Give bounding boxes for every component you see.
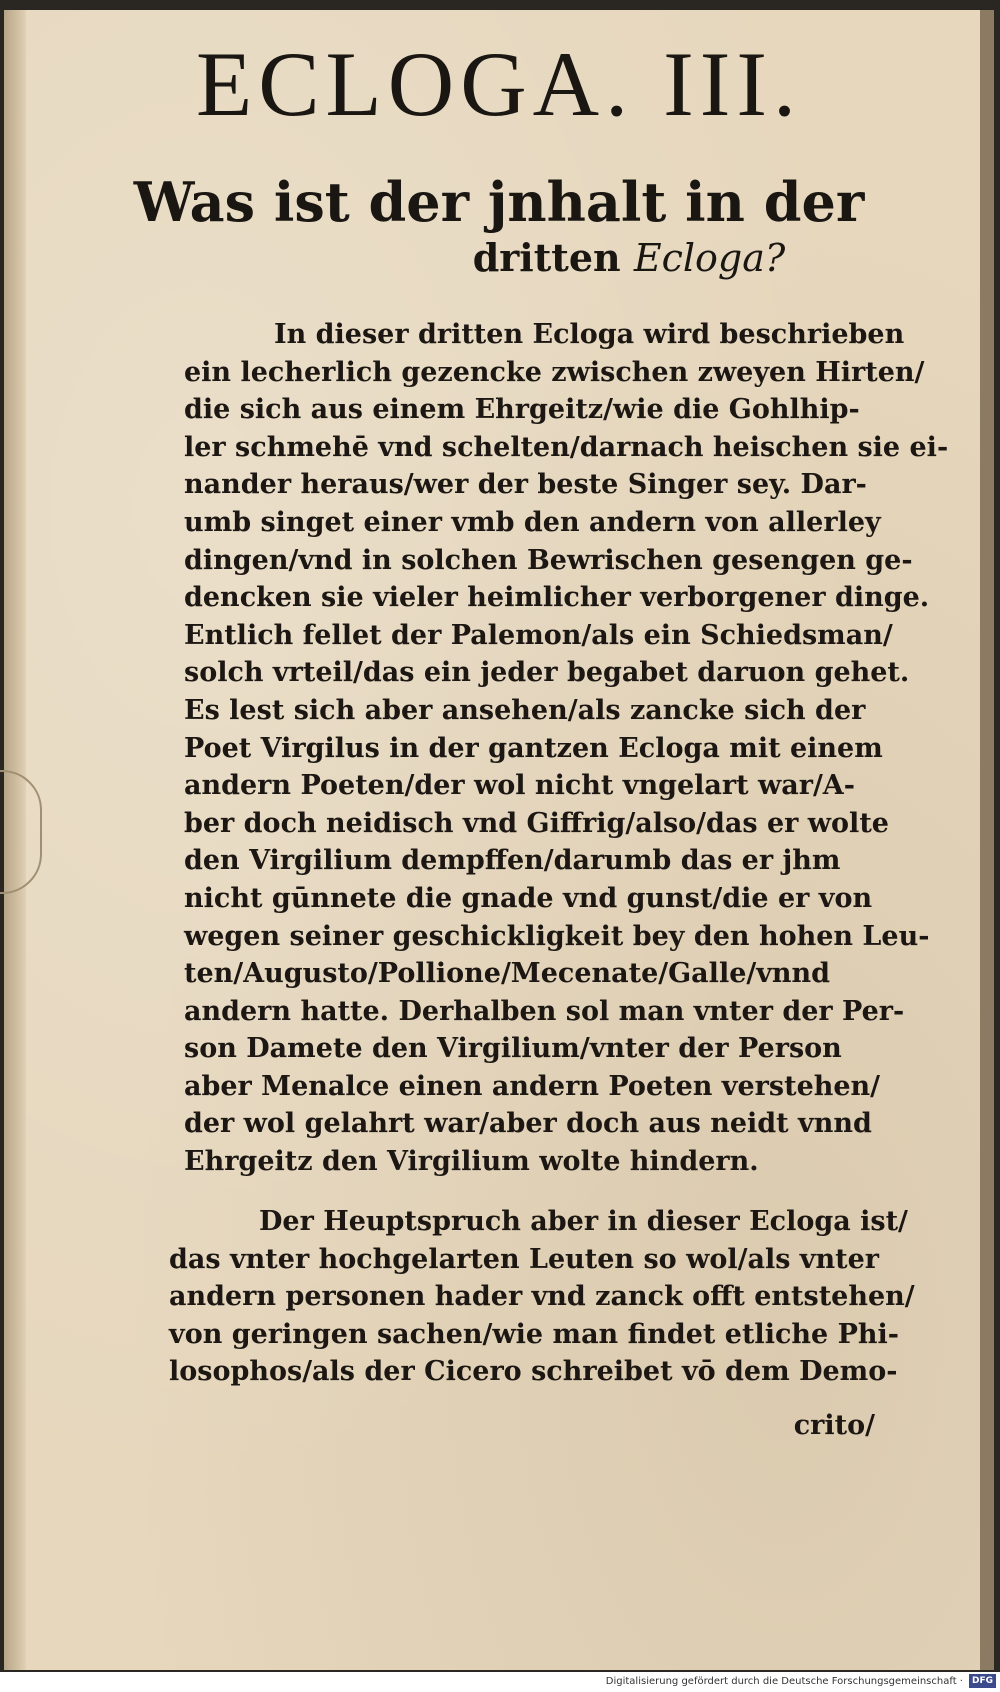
- text-line: dingen/vnd in solchen Bewrischen gesengen ge-: [184, 544, 913, 576]
- text-line: andern personen hader vnd zanck offt entstehen/: [169, 1281, 915, 1313]
- heading-line-2: [264, 235, 994, 282]
- text-line: umb singet einer vmb den andern von allerley: [184, 506, 881, 538]
- text-line: das vnter hochgelarten Leuten so wol/als vnter: [169, 1243, 879, 1275]
- text-line: solch vrteil/das ein jeder begabet daruon gehet.: [184, 657, 910, 689]
- text-line: nander heraus/wer der beste Singer sey. Dar-: [184, 469, 867, 501]
- text-line: losophos/als der Cicero schreibet vō dem Demo-: [169, 1356, 898, 1388]
- text-line: andern hatte. Derhalben sol man vnter der Per-: [184, 995, 905, 1027]
- text-line: Es lest sich aber ansehen/als zancke sich der: [184, 694, 866, 726]
- book-page: [4, 10, 994, 1670]
- paragraph-2: [169, 1203, 915, 1391]
- footer-credit: Digitalisierung gefördert durch die Deutsche Forschungsgemeinschaft ·: [605, 1676, 963, 1687]
- text-line: ler schmehē vnd schelten/darnach heischen sie ei-: [184, 431, 949, 463]
- text-line: andern Poeten/der wol nicht vngelart war/A-: [184, 770, 855, 802]
- binding-clasp: [0, 770, 42, 894]
- text-line: ber doch neidisch vnd Giffrig/also/das er wolte: [184, 807, 889, 839]
- dfg-logo: DFG: [969, 1674, 996, 1688]
- heading-line-1: Was ist der jnhalt in der: [133, 170, 865, 234]
- heading-line-2-text: dritten: [472, 234, 634, 280]
- paragraph-1: [184, 316, 948, 1181]
- text-line: wegen seiner geschickligkeit bey den hohen Leu-: [184, 920, 930, 952]
- digitization-footer: [0, 1672, 1000, 1692]
- text-line: von geringen sachen/wie man findet etliche Phi-: [169, 1318, 899, 1350]
- text-line: ein lecherlich gezencke zwischen zweyen Hirten/: [184, 356, 925, 388]
- text-line: nicht gūnnete die gnade vnd gunst/die er von: [184, 882, 873, 914]
- text-line: Poet Virgilus in der gantzen Ecloga mit einem: [184, 732, 883, 764]
- text-line: der wol gelahrt war/aber doch aus neidt vnnd: [184, 1108, 872, 1140]
- text-line: die sich aus einem Ehrgeitz/wie die Gohlhip-: [184, 394, 860, 426]
- text-line: dencken sie vieler heimlicher verborgener dinge.: [184, 582, 930, 614]
- text-line: aber Menalce einen andern Poeten verstehen/: [184, 1070, 881, 1102]
- running-head: ECLOGA. III.: [196, 33, 802, 135]
- text-line: Ehrgeitz den Virgilium wolte hindern.: [184, 1146, 759, 1178]
- text-line: Der Heuptspruch aber in dieser Ecloga ist/: [259, 1206, 908, 1237]
- heading-line-2-italic: Ecloga?: [633, 235, 786, 280]
- text-line: son Damete den Virgilium/vnter der Person: [184, 1033, 842, 1065]
- section-heading: [4, 170, 994, 281]
- text-line: In dieser dritten Ecloga wird beschrieben: [274, 319, 905, 350]
- text-line: ten/Augusto/Pollione/Mecenate/Galle/vnnd: [184, 958, 831, 990]
- catchword: crito/: [793, 1410, 875, 1441]
- text-line: Entlich fellet der Palemon/als ein Schiedsman/: [184, 619, 893, 651]
- text-line: den Virgilium dempffen/darumb das er jhm: [184, 845, 841, 877]
